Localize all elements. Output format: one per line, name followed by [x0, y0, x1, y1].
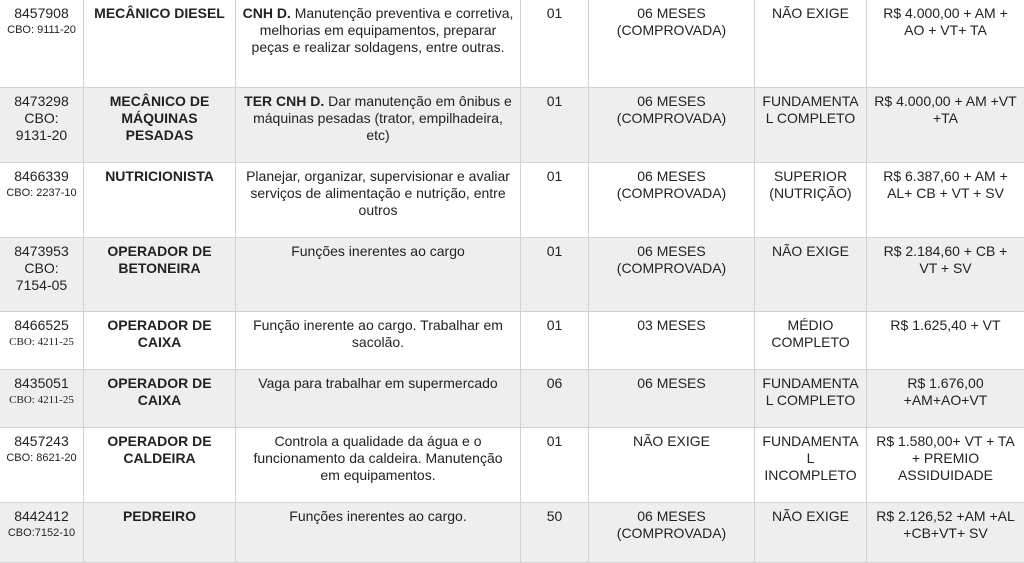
- table-row: [0, 503, 1024, 563]
- job-title: OPERADOR DE CAIXA: [84, 370, 236, 428]
- vacancies-count: 01: [521, 0, 589, 88]
- salary-benefits: R$ 2.184,60 + CB + VT + SV: [867, 238, 1024, 312]
- job-code-cell: [0, 163, 84, 238]
- cbo-code: CBO: 9131-20: [6, 110, 77, 144]
- salary-benefits: R$ 4.000,00 + AM +VT +TA: [867, 88, 1024, 163]
- job-code-cell: [0, 0, 84, 88]
- vacancies-count: 50: [521, 503, 589, 563]
- job-title: PEDREIRO: [84, 503, 236, 563]
- description-text: Dar manutenção em ônibus e máquinas pesadas (trator, empilhadeira, etc): [253, 93, 512, 143]
- experience-requirement: 03 MESES: [589, 312, 755, 370]
- education-requirement: FUNDAMENTAL INCOMPLETO: [755, 428, 867, 503]
- vacancies-count: 01: [521, 238, 589, 312]
- education-requirement: FUNDAMENTAL COMPLETO: [755, 370, 867, 428]
- job-description: [236, 88, 521, 163]
- job-code: 8442412: [6, 508, 77, 525]
- description-text: Manutenção preventiva e corretiva, melhorias em equipamentos, preparar peças e realizar soldagens, entre outras.: [252, 5, 514, 55]
- salary-benefits: R$ 1.580,00+ VT + TA + PREMIO ASSIDUIDADE: [867, 428, 1024, 503]
- salary-benefits: R$ 2.126,52 +AM +AL +CB+VT+ SV: [867, 503, 1024, 563]
- table-row: [0, 238, 1024, 312]
- job-code: 8473953: [6, 243, 77, 260]
- vacancies-count: 01: [521, 428, 589, 503]
- education-requirement: MÉDIO COMPLETO: [755, 312, 867, 370]
- cbo-code: CBO: 4211-25: [6, 334, 77, 351]
- job-code-cell: [0, 88, 84, 163]
- job-title: MECÂNICO DIESEL: [84, 0, 236, 88]
- job-code-cell: [0, 428, 84, 503]
- experience-requirement: 06 MESES: [589, 370, 755, 428]
- experience-requirement: 06 MESES (COMPROVADA): [589, 503, 755, 563]
- experience-requirement: 06 MESES (COMPROVADA): [589, 238, 755, 312]
- job-description: Planejar, organizar, supervisionar e avaliar serviços de alimentação e nutrição, entre outros: [236, 163, 521, 238]
- job-title: MECÂNICO DE MÁQUINAS PESADAS: [84, 88, 236, 163]
- job-code: 8435051: [6, 375, 77, 392]
- job-description: Funções inerentes ao cargo: [236, 238, 521, 312]
- salary-benefits: R$ 1.676,00 +AM+AO+VT: [867, 370, 1024, 428]
- job-description: [236, 0, 521, 88]
- table-row: [0, 0, 1024, 88]
- job-description: Controla a qualidade da água e o funcionamento da caldeira. Manutenção em equipamentos.: [236, 428, 521, 503]
- table-row: [0, 88, 1024, 163]
- experience-requirement: NÃO EXIGE: [589, 428, 755, 503]
- education-requirement: FUNDAMENTAL COMPLETO: [755, 88, 867, 163]
- job-code: 8466525: [6, 317, 77, 334]
- description-lead: TER CNH D.: [244, 93, 324, 109]
- job-title: NUTRICIONISTA: [84, 163, 236, 238]
- job-code: 8457243: [6, 433, 77, 450]
- vacancies-count: 06: [521, 370, 589, 428]
- vacancies-count: 01: [521, 163, 589, 238]
- experience-requirement: 06 MESES (COMPROVADA): [589, 88, 755, 163]
- experience-requirement: 06 MESES (COMPROVADA): [589, 163, 755, 238]
- job-code: 8457908: [6, 5, 77, 22]
- job-code-cell: [0, 312, 84, 370]
- cbo-code: CBO: 9111-20: [6, 22, 77, 39]
- vacancies-count: 01: [521, 88, 589, 163]
- description-lead: CNH D.: [243, 5, 291, 21]
- cbo-code: CBO: 7154-05: [6, 260, 77, 294]
- job-code: 8466339: [6, 168, 77, 185]
- cbo-code: CBO:7152-10: [6, 525, 77, 542]
- job-title: OPERADOR DE CAIXA: [84, 312, 236, 370]
- vacancies-count: 01: [521, 312, 589, 370]
- experience-requirement: 06 MESES (COMPROVADA): [589, 0, 755, 88]
- job-code: 8473298: [6, 93, 77, 110]
- cbo-code: CBO: 2237-10: [6, 185, 77, 202]
- education-requirement: SUPERIOR (NUTRIÇÃO): [755, 163, 867, 238]
- job-title: OPERADOR DE CALDEIRA: [84, 428, 236, 503]
- job-code-cell: [0, 370, 84, 428]
- job-code-cell: [0, 503, 84, 563]
- salary-benefits: R$ 6.387,60 + AM + AL+ CB + VT + SV: [867, 163, 1024, 238]
- table-row: [0, 428, 1024, 503]
- job-title: OPERADOR DE BETONEIRA: [84, 238, 236, 312]
- education-requirement: NÃO EXIGE: [755, 238, 867, 312]
- salary-benefits: R$ 4.000,00 + AM + AO + VT+ TA: [867, 0, 1024, 88]
- table-row: [0, 163, 1024, 238]
- table-row: [0, 312, 1024, 370]
- job-code-cell: [0, 238, 84, 312]
- table-row: [0, 370, 1024, 428]
- job-description: Vaga para trabalhar em supermercado: [236, 370, 521, 428]
- job-description: Funções inerentes ao cargo.: [236, 503, 521, 563]
- education-requirement: NÃO EXIGE: [755, 503, 867, 563]
- cbo-code: CBO: 4211-25: [6, 392, 77, 409]
- cbo-code: CBO: 8621-20: [6, 450, 77, 467]
- education-requirement: NÃO EXIGE: [755, 0, 867, 88]
- salary-benefits: R$ 1.625,40 + VT: [867, 312, 1024, 370]
- job-description: Função inerente ao cargo. Trabalhar em sacolão.: [236, 312, 521, 370]
